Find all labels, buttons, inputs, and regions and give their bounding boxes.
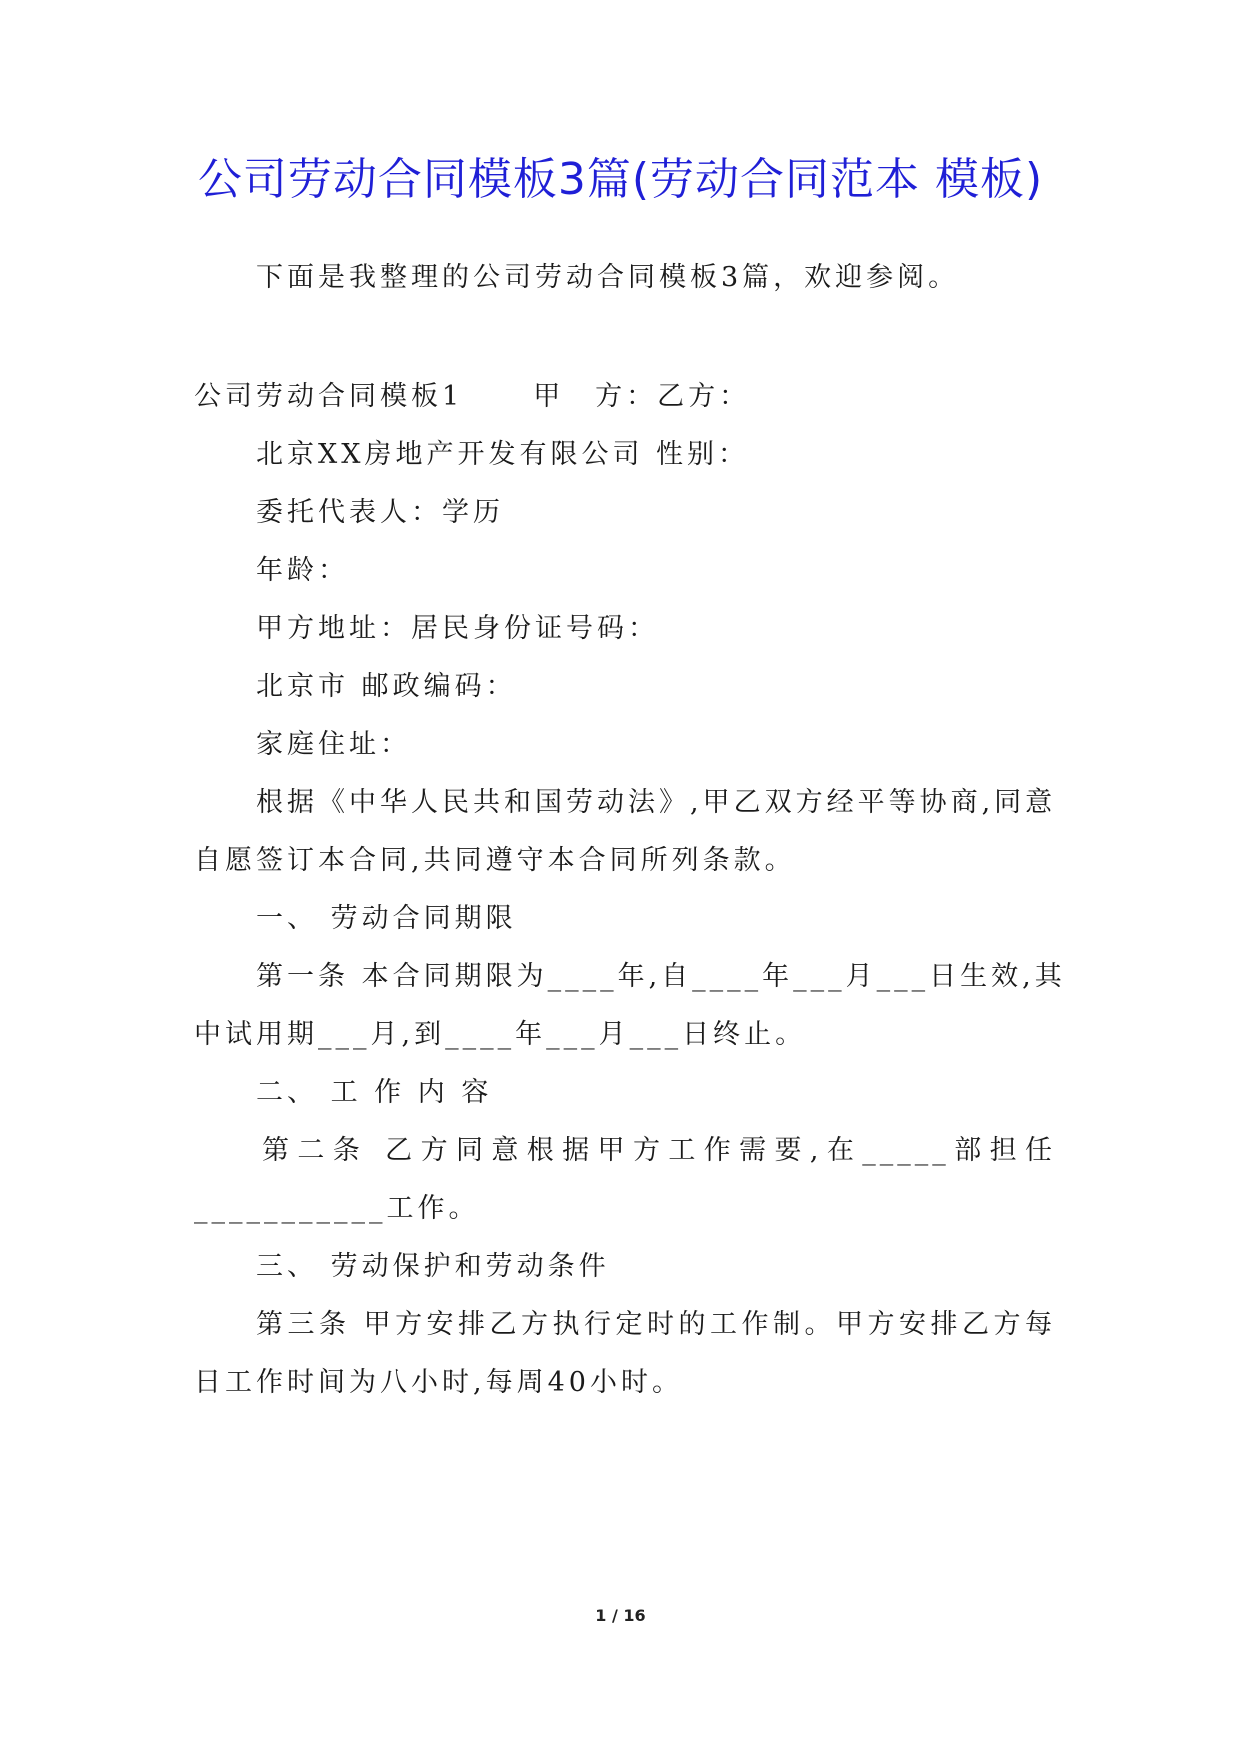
parties-label: 甲 方：乙方： xyxy=(533,381,751,412)
template1-heading-line xyxy=(194,377,1054,417)
section2-title: 二、 工 作 内 容 xyxy=(256,1077,493,1108)
article2-line-1: 第二条 乙方同意根据甲方工作需要,在_____部担任 xyxy=(262,1135,1056,1166)
home-address-line: 家庭住址： xyxy=(256,729,411,760)
preamble-line-2: 自愿签订本合同,共同遵守本合同所列条款。 xyxy=(194,845,796,876)
document-title: 公司劳动合同模板3篇(劳动合同范本 模板) xyxy=(197,154,1044,205)
age-line: 年龄： xyxy=(256,555,349,586)
article2-line-2: ___________工作。 xyxy=(194,1193,480,1224)
article1-line-2: 中试用期___月,到____年___月___日终止。 xyxy=(194,1019,807,1050)
address-line: 甲方地址：居民身份证号码： xyxy=(256,613,659,644)
template1-heading: 公司劳动合同模板1 xyxy=(194,381,464,412)
section1-title: 一、 劳动合同期限 xyxy=(256,903,517,934)
city-line: 北京市 邮政编码： xyxy=(256,671,517,702)
company-line: 北京XX房地产开发有限公司 性别： xyxy=(256,439,750,470)
article1-line-1: 第一条 本合同期限为____年,自____年___月___日生效,其 xyxy=(256,961,1066,992)
article3-line-2: 日工作时间为八小时,每周40小时。 xyxy=(194,1367,683,1398)
preamble-line-1: 根据《中华人民共和国劳动法》,甲乙双方经平等协商,同意 xyxy=(256,787,1057,818)
representative-line: 委托代表人：学历 xyxy=(256,497,504,528)
article3-line-1: 第三条 甲方安排乙方执行定时的工作制。甲方安排乙方每 xyxy=(256,1309,1056,1340)
page-number: 1 / 16 xyxy=(595,1606,646,1625)
section3-title: 三、 劳动保护和劳动条件 xyxy=(256,1251,610,1282)
intro-paragraph: 下面是我整理的公司劳动合同模板3篇，欢迎参阅。 xyxy=(256,262,960,293)
